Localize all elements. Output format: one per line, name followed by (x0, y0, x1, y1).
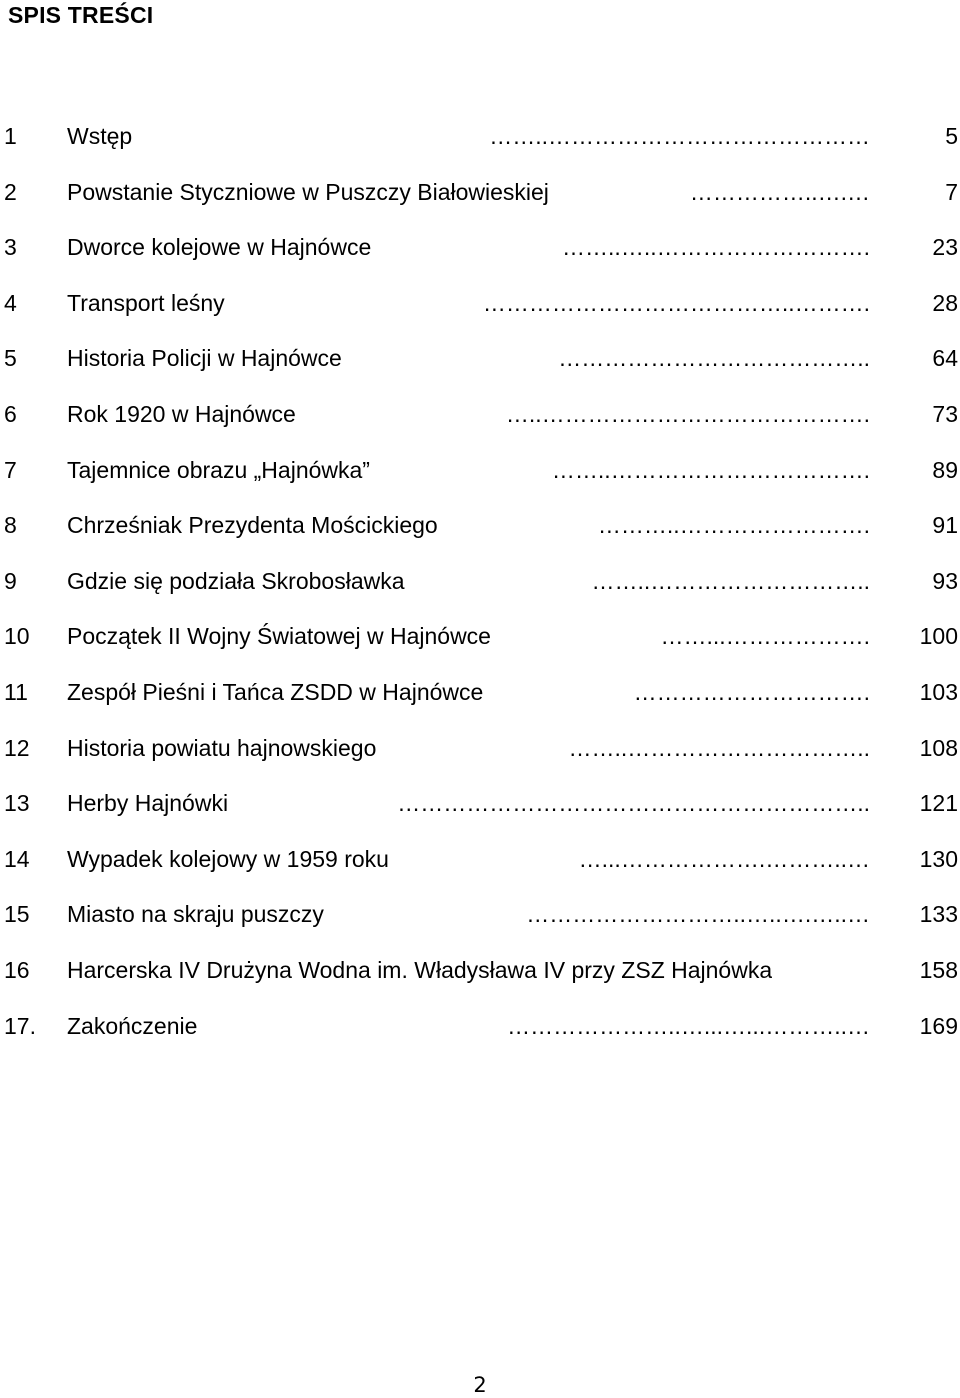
toc-entry-leader: …...……………….………..… (578, 845, 870, 872)
toc-entry-title: Historia powiatu hajnowskiego (67, 734, 377, 761)
toc-entry (0, 220, 960, 276)
toc-entry-leader: …..……………………………………. (505, 400, 870, 427)
toc-entry-number: 2 (4, 178, 17, 205)
toc-entry-page: 133 (919, 901, 958, 928)
toc-entry-leader: ……..……………………………. (551, 456, 870, 483)
toc-entry-page: 73 (932, 400, 958, 427)
toc-entry-title: Chrześniak Prezydenta Mościckiego (67, 512, 438, 539)
toc-entry-title: Harcerska IV Drużyna Wodna im. Władysława IV przy ZSZ Hajnówka (67, 956, 773, 983)
toc-entry-page: 64 (932, 345, 958, 372)
toc-entry (0, 443, 960, 499)
toc-entry-number: 1 (4, 123, 17, 149)
toc-entry-leader: ……..……………………….. (591, 567, 870, 594)
toc-entry (0, 665, 960, 721)
toc-entry-number: 16 (4, 956, 30, 983)
toc-entry-page: 23 (932, 234, 958, 261)
toc-entry-page: 7 (945, 178, 958, 205)
toc-entry-title: Dworce kolejowe w Hajnówce (67, 234, 372, 261)
toc-entry-page: 91 (932, 512, 958, 539)
toc-entry-page: 121 (919, 790, 958, 817)
toc-entry-title: Miasto na skraju puszczy (67, 901, 324, 928)
toc-entry-leader: …………………………. (633, 678, 870, 705)
toc-entry-page: 158 (919, 956, 958, 983)
toc-entry-page: 100 (919, 623, 958, 650)
toc-entry-page: 89 (932, 456, 958, 483)
toc-entry (0, 387, 960, 443)
toc-entry-title: Wstęp (67, 123, 133, 149)
toc-entry-title: Zakończenie (67, 1012, 198, 1039)
toc-entry-page: 130 (919, 845, 958, 872)
toc-entry-page: 169 (919, 1012, 958, 1039)
toc-entry (0, 609, 960, 665)
toc-entry-number: 5 (4, 345, 17, 372)
toc-entry-title: Historia Policji w Hajnówce (67, 345, 342, 372)
toc-entry-number: 3 (4, 234, 17, 261)
toc-entry-title: Transport leśny (67, 289, 225, 316)
toc-entry (0, 165, 960, 221)
toc-entry (0, 109, 960, 165)
toc-entry-number: 4 (4, 289, 17, 316)
toc-entry-number: 12 (4, 734, 30, 761)
toc-entry (0, 999, 960, 1055)
page-number: 2 (473, 1373, 487, 1397)
toc-entry-number: 13 (4, 790, 30, 817)
toc-entry-page: 93 (932, 567, 958, 594)
toc-entry-number: 9 (4, 567, 17, 594)
toc-entry-leader: …………………………………………………….. (397, 790, 870, 817)
toc-entry-title: Tajemnice obrazu „Hajnówka” (67, 456, 370, 483)
toc-entry-number: 8 (4, 512, 17, 539)
toc-entry-leader: …………………………………..………. (482, 289, 870, 316)
toc-entry (0, 331, 960, 387)
toc-entry-leader: ……...………………. (660, 623, 870, 650)
toc-entry-page: 28 (932, 289, 958, 316)
toc-entry-number: 15 (4, 901, 30, 928)
toc-heading: SPIS TREŚCI (8, 2, 154, 28)
toc-entry-leader: ……..…………………………………… (489, 123, 870, 149)
toc-entry-leader: ………………………………….. (558, 345, 870, 372)
toc-entry-page: 108 (919, 734, 958, 761)
toc-entry-title: Początek II Wojny Światowej w Hajnówce (67, 623, 491, 650)
toc-entry-number: 14 (4, 845, 30, 872)
toc-entry-title: Powstanie Styczniowe w Puszczy Białowieskiej (67, 178, 549, 205)
toc-entry-title: Rok 1920 w Hajnówce (67, 400, 296, 427)
toc-entry-leader: ………..……………………. (597, 512, 870, 539)
toc-entry-leader: …………………..…...…...………..… (507, 1012, 870, 1039)
toc-entry-number: 17. (4, 1012, 36, 1039)
toc-entry-number: 11 (4, 678, 28, 705)
toc-entry (0, 832, 960, 888)
toc-entry-title: Zespół Pieśni i Tańca ZSDD w Hajnówce (67, 678, 484, 705)
toc-entry-title: Herby Hajnówki (67, 790, 229, 817)
toc-entry-title: Wypadek kolejowy w 1959 roku (67, 845, 389, 872)
toc-entry-page: 5 (945, 123, 958, 149)
toc-entry (0, 887, 960, 943)
toc-entry-number: 7 (4, 456, 17, 483)
toc-entry-number: 6 (4, 400, 17, 427)
toc-entry-number: 10 (4, 623, 30, 650)
toc-entry (0, 498, 960, 554)
toc-entry (0, 554, 960, 610)
toc-entry (0, 276, 960, 332)
toc-entry (0, 943, 960, 999)
toc-entry (0, 776, 960, 832)
table-of-contents (0, 109, 960, 1054)
toc-entry-leader: ……..…..………………………. (562, 234, 870, 261)
toc-entry (0, 721, 960, 777)
toc-entry-title: Gdzie się podziała Skrobosławka (67, 567, 405, 594)
toc-entry-page: 103 (919, 678, 958, 705)
toc-entry-leader: ………………………..…..….…..… (526, 901, 870, 928)
toc-entry-leader: ……………..….… (689, 178, 870, 205)
toc-entry-leader: ……..………………………….. (568, 734, 870, 761)
